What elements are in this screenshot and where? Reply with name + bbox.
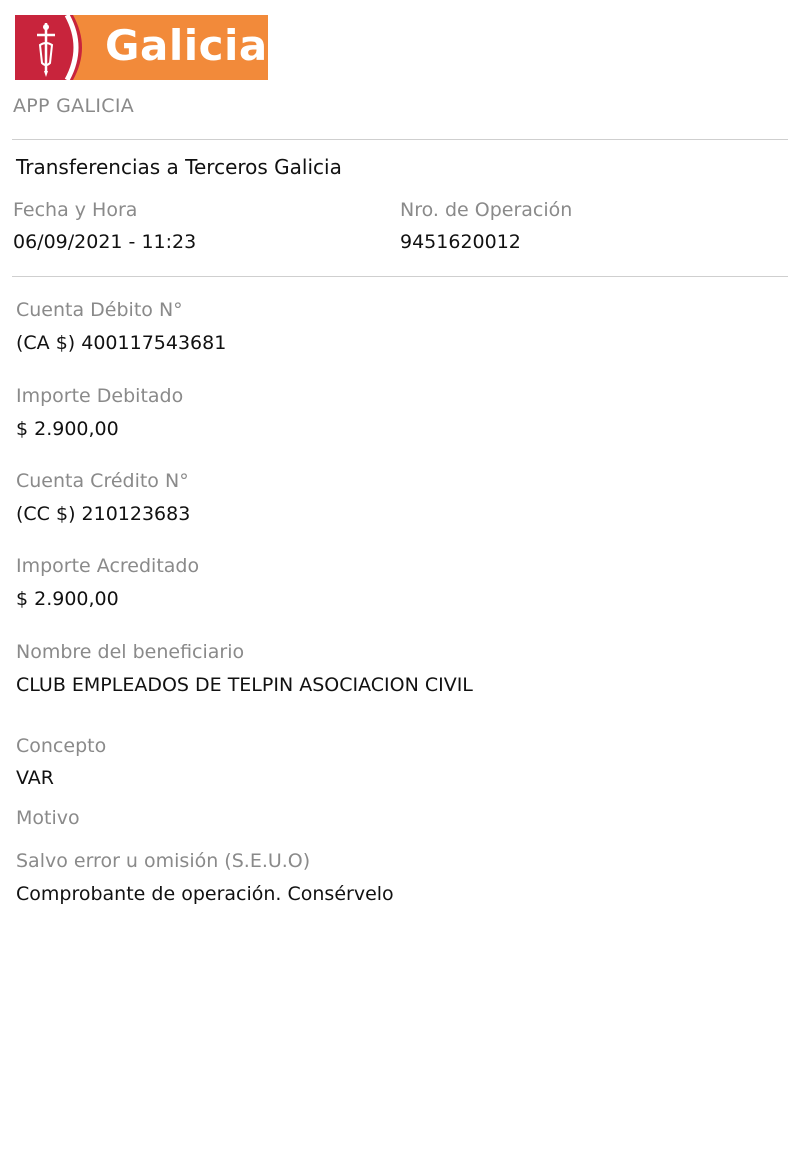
galicia-emblem-icon <box>15 15 85 80</box>
motivo-label: Motivo <box>16 807 80 829</box>
beneficiario-value: CLUB EMPLEADOS DE TELPIN ASOCIACION CIVIL <box>16 674 473 696</box>
beneficiario-label: Nombre del beneficiario <box>16 641 245 663</box>
galicia-wordmark-area <box>85 15 268 80</box>
importe-debitado-value: $ 2.900,00 <box>16 418 119 440</box>
importe-acreditado-value: $ 2.900,00 <box>16 588 119 610</box>
nro-operacion-label: Nro. de Operación <box>400 199 573 221</box>
cuenta-credito-label: Cuenta Crédito N° <box>16 470 189 492</box>
fecha-hora-value: 06/09/2021 - 11:23 <box>13 231 197 253</box>
divider-middle <box>12 276 788 277</box>
importe-acreditado-label: Importe Acreditado <box>16 555 200 577</box>
concepto-value: VAR <box>16 767 54 789</box>
receipt-title: Transferencias a Terceros Galicia <box>16 155 342 179</box>
galicia-emblem <box>15 15 85 80</box>
cuenta-debito-value: (CA $) 400117543681 <box>16 332 227 354</box>
app-label: APP GALICIA <box>13 95 135 117</box>
comprobante-note: Comprobante de operación. Consérvelo <box>16 883 394 905</box>
seuo-label: Salvo error u omisión (S.E.U.O) <box>16 850 311 872</box>
galicia-logo <box>15 15 268 80</box>
cuenta-debito-label: Cuenta Débito N° <box>16 299 183 321</box>
importe-debitado-label: Importe Debitado <box>16 385 184 407</box>
concepto-label: Concepto <box>16 735 107 757</box>
fecha-hora-label: Fecha y Hora <box>13 199 138 221</box>
nro-operacion-value: 9451620012 <box>400 231 521 253</box>
cuenta-credito-value: (CC $) 210123683 <box>16 503 191 525</box>
galicia-wordmark: Galicia <box>105 21 268 70</box>
divider-top <box>12 139 788 140</box>
